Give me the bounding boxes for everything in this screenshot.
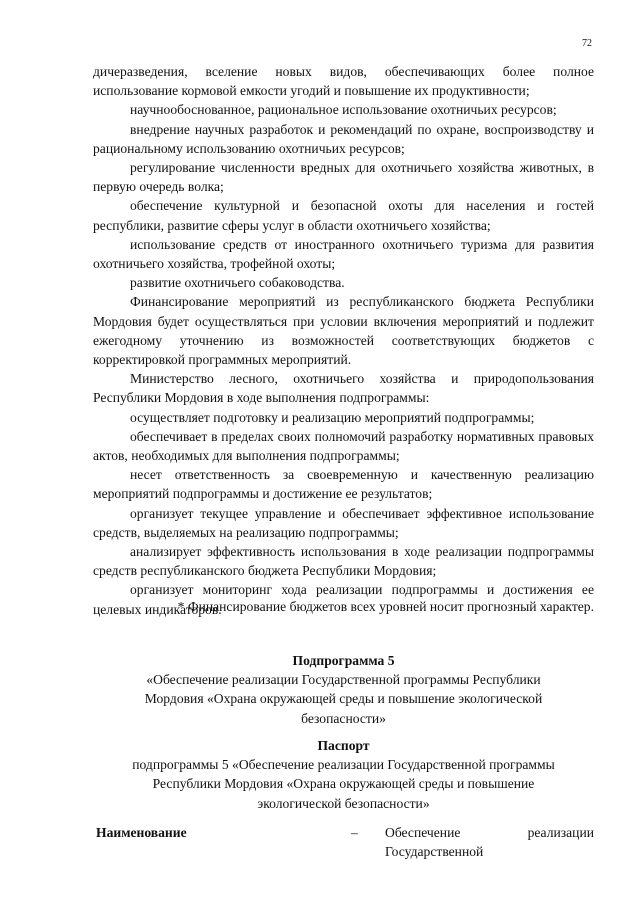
passport-heading: Паспорт — [317, 738, 370, 753]
subprogram-title-block — [93, 651, 594, 728]
passport-title-line: экологической безопасности» — [257, 795, 430, 811]
body-paragraph: осуществляет подготовку и реализацию мероприятий подпрограммы; — [130, 409, 535, 425]
passport-row-dash: – — [351, 825, 358, 840]
body-paragraph: развитие охотничьего собаководства. — [130, 275, 345, 291]
footnote: * Финансирование бюджетов всех уровней носит прогнозный характер. — [177, 599, 594, 614]
body-paragraph: несет ответственность за своевременную и качественную реализацию мероприятий подпрограммы и достижение ее результатов; — [93, 467, 594, 502]
passport-title-line: подпрограммы 5 «Обеспечение реализации Государственной программы — [132, 757, 555, 773]
passport-title-line: Республики Мордовия «Охрана окружающей среды и повышение — [152, 776, 535, 792]
body-paragraph: внедрение научных разработок и рекомендаций по охране, воспроизводству и рациональному использованию охотничьих ресурсов; — [93, 121, 594, 156]
body-paragraph: анализирует эффективность использования в ходе реализации подпрограммы средств республиканского бюджета Республики Мордовия; — [93, 544, 594, 579]
body-text — [93, 62, 594, 619]
body-paragraph: обеспечение культурной и безопасной охоты для населения и гостей республики, развитие сферы услуг в области охотничьего хозяйства; — [93, 198, 594, 233]
body-paragraph: Финансирование мероприятий из республиканского бюджета Республики Мордовия будет осуществляться при условии включения мероприятий и подлежит ежегодному уточнению из возможностей соответствующих бюджетов с корректировкой программных мероприятий. — [93, 294, 594, 368]
passport-table-row — [93, 823, 594, 860]
subprogram-title-line: безопасности» — [301, 710, 386, 726]
subprogram-title-line: «Обеспечение реализации Государственной программы Республики — [146, 672, 541, 688]
subprogram-heading: Подпрограмма 5 — [292, 653, 395, 668]
body-paragraph: дичеразведения, вселение новых видов, обеспечивающих более полное использование кормовой емкости угодий и повышение их продуктивности; — [93, 64, 594, 99]
body-paragraph: организует текущее управление и обеспечивает эффективное использование средств, выделяемых на реализацию подпрограммы; — [93, 505, 594, 540]
body-paragraph: организует мониторинг хода реализации подпрограммы и достижения ее целевых индикаторов. — [93, 582, 594, 617]
subprogram-title-line: Мордовия «Охрана окружающей среды и повышение экологической — [144, 691, 543, 707]
body-paragraph: использование средств от иностранного охотничьего туризма для развития охотничьего хозяйства, трофейной охоты; — [93, 236, 594, 272]
body-paragraph: научнообоснованное, рациональное использование охотничьих ресурсов; — [130, 102, 557, 118]
page-number: 72 — [582, 38, 592, 49]
passport-title-block — [93, 736, 594, 813]
body-paragraph: обеспечивает в пределах своих полномочий разработку нормативных правовых актов, необходимых для выполнения подпрограммы; — [93, 428, 594, 464]
body-paragraph: Министерство лесного, охотничьего хозяйства и природопользования Республики Мордовия в ходе выполнения подпрограммы: — [93, 371, 594, 406]
passport-row-label: Наименование — [96, 825, 187, 840]
passport-row-value: Обеспечение реализации Государственной — [385, 825, 594, 860]
body-paragraph: регулирование численности вредных для охотничьего хозяйства животных, в первую очередь волка; — [93, 160, 594, 195]
